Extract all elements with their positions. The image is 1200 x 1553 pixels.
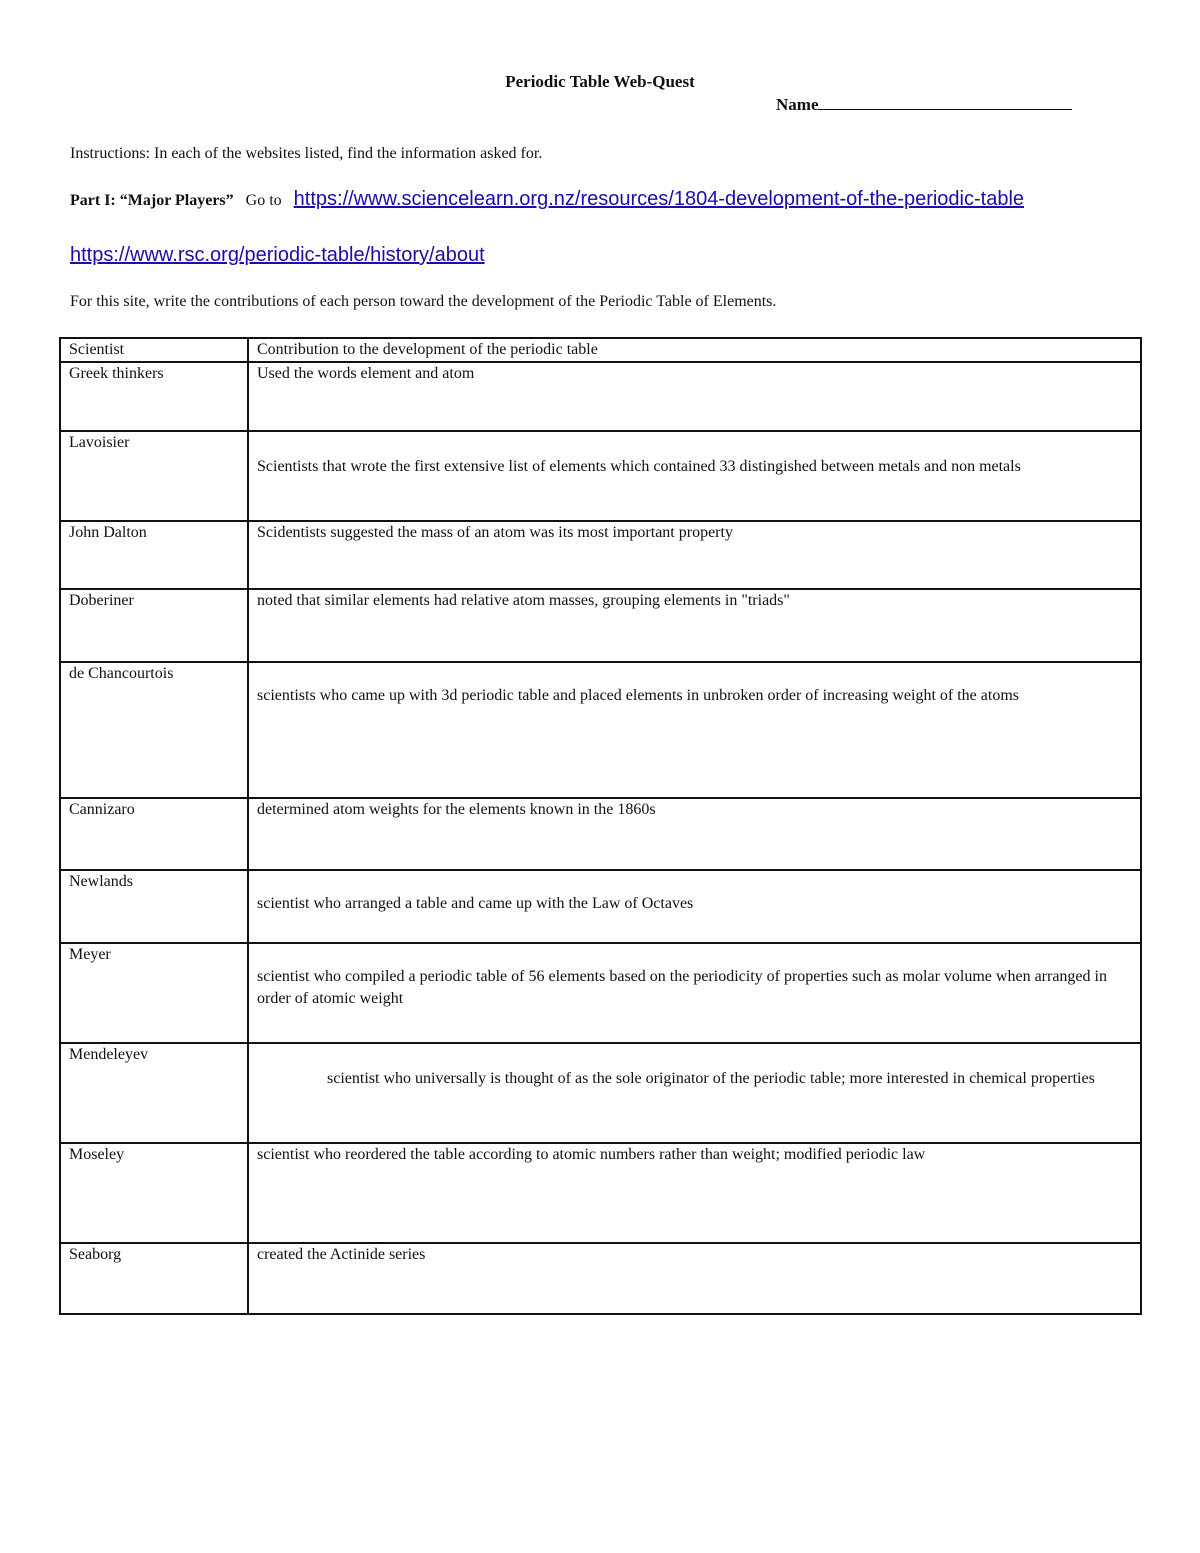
- header-contribution: Contribution to the development of the periodic table: [248, 338, 1141, 362]
- site-note: For this site, write the contributions of each person toward the development of the Periodic Table of Elements.: [70, 293, 777, 310]
- scientist-cell: Doberiner: [60, 589, 248, 662]
- page-title: Periodic Table Web-Quest: [505, 72, 695, 91]
- contribution-cell[interactable]: determined atom weights for the elements known in the 1860s: [248, 798, 1141, 870]
- sciencelearn-link[interactable]: https://www.sciencelearn.org.nz/resources/1804-development-of-the-periodic-table: [293, 188, 1025, 210]
- table-row: [60, 870, 1141, 943]
- table-row: [60, 431, 1141, 521]
- table-row: [60, 943, 1141, 1043]
- contribution-cell[interactable]: Scientists that wrote the first extensive list of elements which contained 33 distingished between metals and non metals: [248, 431, 1141, 521]
- contribution-cell[interactable]: scientist who arranged a table and came up with the Law of Octaves: [248, 870, 1141, 943]
- table-row: [60, 1043, 1141, 1143]
- table-row: [60, 362, 1141, 431]
- rsc-link-line: [70, 244, 485, 267]
- scientist-cell: de Chancourtois: [60, 662, 248, 798]
- header-scientist: Scientist: [60, 338, 248, 362]
- name-field[interactable]: [776, 95, 1072, 115]
- scientist-cell: Lavoisier: [60, 431, 248, 521]
- contribution-cell[interactable]: Used the words element and atom: [248, 362, 1141, 431]
- contribution-cell[interactable]: scientists who came up with 3d periodic table and placed elements in unbroken order of increasing weight of the atoms: [248, 662, 1141, 798]
- scientist-cell: Meyer: [60, 943, 248, 1043]
- table-row: [60, 521, 1141, 589]
- contribution-cell[interactable]: Scidentists suggested the mass of an atom was its most important property: [248, 521, 1141, 589]
- table-row: [60, 662, 1141, 798]
- table-row: [60, 798, 1141, 870]
- contribution-cell[interactable]: created the Actinide series: [248, 1243, 1141, 1314]
- goto-text: Go to: [245, 192, 282, 209]
- contribution-cell[interactable]: scientist who compiled a periodic table of 56 elements based on the periodicity of properties such as molar volume when arranged in order of atomic weight: [248, 943, 1141, 1043]
- part1-label: Part I: “Major Players”: [70, 192, 234, 209]
- scientist-cell: Greek thinkers: [60, 362, 248, 431]
- table-row: [60, 1243, 1141, 1314]
- rsc-link[interactable]: https://www.rsc.org/periodic-table/history/about: [70, 244, 485, 266]
- scientist-cell: Mendeleyev: [60, 1043, 248, 1143]
- contribution-cell[interactable]: scientist who universally is thought of as the sole originator of the periodic table; more interested in chemical properties: [248, 1043, 1141, 1143]
- scientist-cell: Moseley: [60, 1143, 248, 1243]
- scientist-cell: Cannizaro: [60, 798, 248, 870]
- name-label: Name: [776, 95, 819, 114]
- contribution-cell[interactable]: noted that similar elements had relative atom masses, grouping elements in "triads": [248, 589, 1141, 662]
- name-blank-line[interactable]: [818, 95, 1072, 110]
- scientists-table: [59, 337, 1142, 1315]
- table-row: [60, 589, 1141, 662]
- instructions-text: Instructions: In each of the websites listed, find the information asked for.: [70, 145, 543, 162]
- table-row: [60, 1143, 1141, 1243]
- contribution-cell[interactable]: scientist who reordered the table according to atomic numbers rather than weight; modified periodic law: [248, 1143, 1141, 1243]
- scientist-cell: Newlands: [60, 870, 248, 943]
- scientist-cell: John Dalton: [60, 521, 248, 589]
- table-header-row: [60, 338, 1141, 362]
- scientist-cell: Seaborg: [60, 1243, 248, 1314]
- part1-heading: [70, 188, 1024, 211]
